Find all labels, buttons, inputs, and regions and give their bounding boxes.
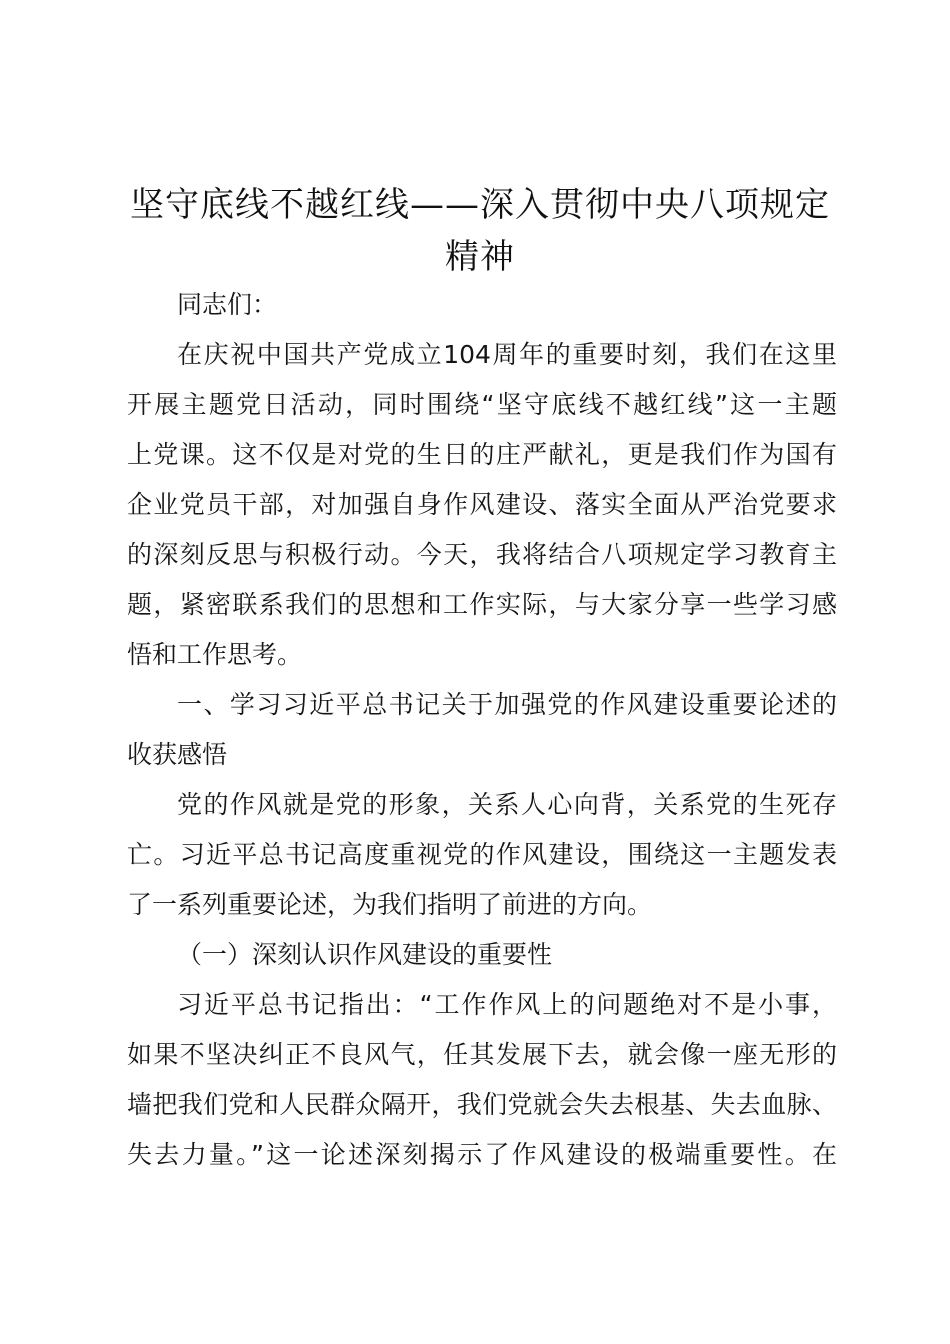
- paragraph-line: 题，紧密联系我们的思想和工作实际，与大家分享一些学习感: [127, 590, 837, 619]
- paragraph-line: 开展主题党日活动，同时围绕“坚守底线不越红线”这一主题: [127, 390, 837, 419]
- document-title-line-2: 精神: [445, 237, 515, 277]
- paragraph-line: 的深刻反思与积极行动。今天，我将结合八项规定学习教育主: [127, 540, 837, 569]
- paragraph-line: 悟和工作思考。: [127, 640, 303, 669]
- paragraph-line: 亡。习近平总书记高度重视党的作风建设，围绕这一主题发表: [127, 840, 837, 869]
- subsection-heading: （一）深刻认识作风建设的重要性: [177, 940, 553, 969]
- paragraph-line: 失去力量。”这一论述深刻揭示了作风建设的极端重要性。在: [127, 1140, 837, 1169]
- paragraph-line: 企业党员干部，对加强自身作风建设、落实全面从严治党要求: [127, 490, 837, 519]
- paragraph-line: 墙把我们党和人民群众隔开，我们党就会失去根基、失去血脉、: [127, 1090, 837, 1119]
- paragraph-line: 上党课。这不仅是对党的生日的庄严献礼，更是我们作为国有: [127, 440, 837, 469]
- section-heading-line: 收获感悟: [127, 740, 228, 769]
- salutation: 同志们：: [177, 290, 278, 319]
- paragraph-line: 在庆祝中国共产党成立104周年的重要时刻，我们在这里: [177, 340, 837, 369]
- paragraph-line: 党的作风就是党的形象，关系人心向背，关系党的生死存: [177, 790, 837, 819]
- paragraph-line: 了一系列重要论述，为我们指明了前进的方向。: [127, 890, 653, 919]
- paragraph-line: 如果不坚决纠正不良风气，任其发展下去，就会像一座无形的: [127, 1040, 837, 1069]
- document-title-line-1: 坚守底线不越红线——深入贯彻中央八项规定: [130, 185, 830, 225]
- paragraph-line: 习近平总书记指出：“工作作风上的问题绝对不是小事，: [177, 990, 837, 1019]
- section-heading-line: 一、学习习近平总书记关于加强党的作风建设重要论述的: [177, 690, 837, 719]
